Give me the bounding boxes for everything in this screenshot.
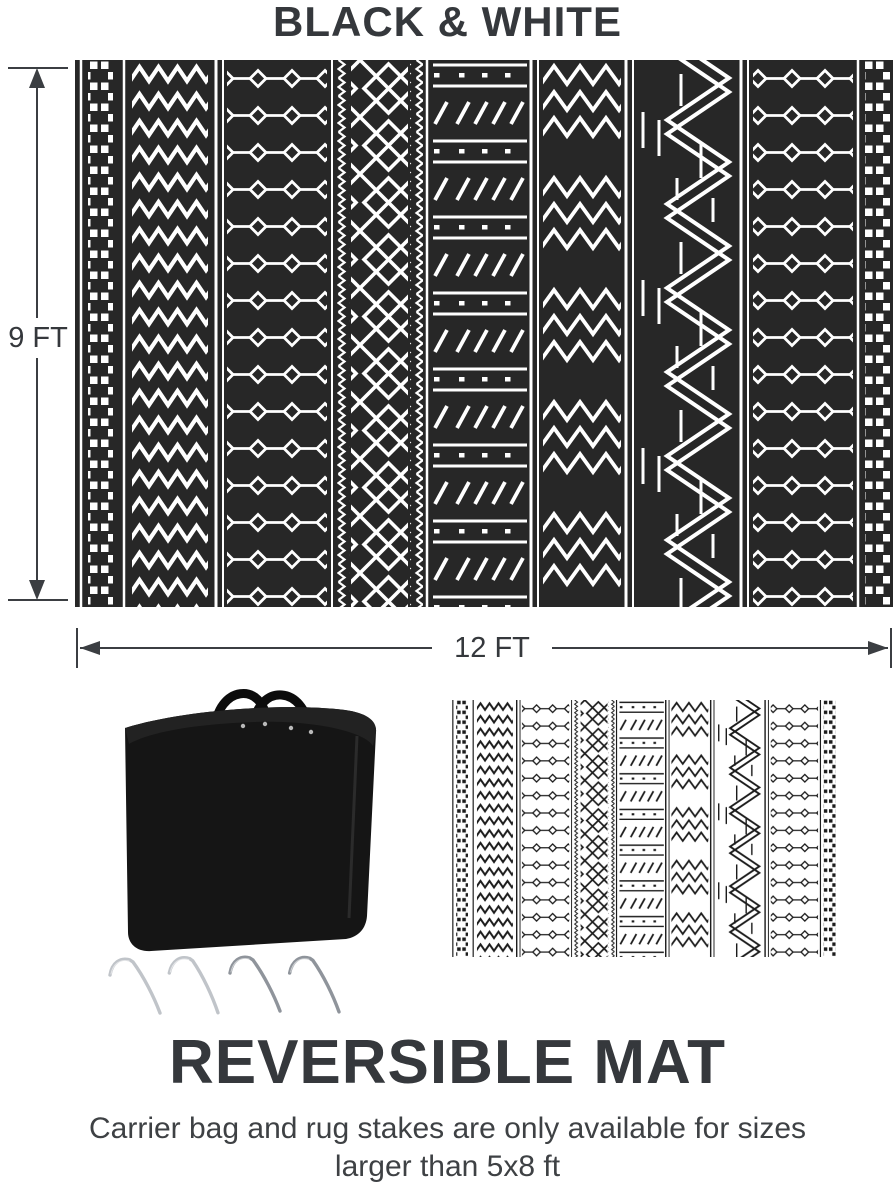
- page-title: BLACK & WHITE: [273, 0, 622, 45]
- note-line-1: Carrier bag and rug stakes are only available for sizes: [88, 1112, 807, 1145]
- product-heading: REVERSIBLE MAT: [168, 1028, 727, 1097]
- width-label: 12 FT: [432, 628, 552, 668]
- arrow-down-icon: [29, 580, 45, 600]
- arrow-left-icon: [80, 641, 100, 655]
- width-dimension: [70, 626, 895, 670]
- height-dimension: [6, 60, 70, 607]
- arrow-up-icon: [29, 68, 45, 88]
- availability-note: [0, 1110, 895, 1186]
- mat-front-black: [75, 60, 893, 607]
- rug-stakes: [106, 950, 356, 1022]
- mat-reverse-white: [450, 700, 837, 957]
- note-line-2: larger than 5x8 ft: [334, 1150, 561, 1183]
- height-label: 9 FT: [6, 318, 70, 358]
- arrow-right-icon: [868, 641, 888, 655]
- carrier-bag: [95, 666, 425, 958]
